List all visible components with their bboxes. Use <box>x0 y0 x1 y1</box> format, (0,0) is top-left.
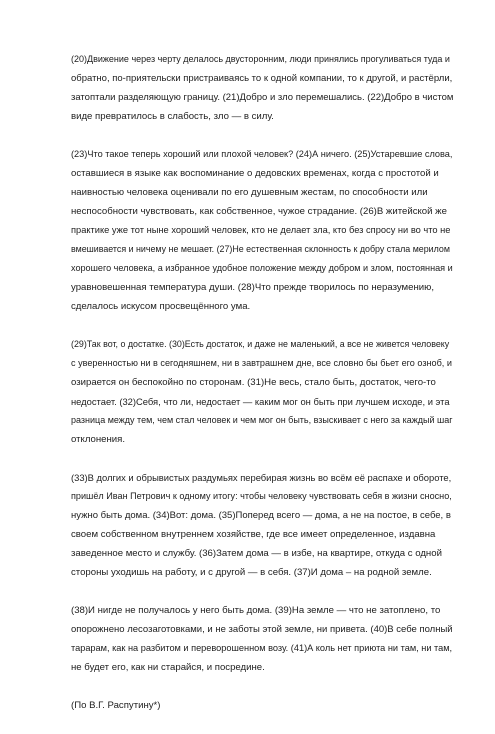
text-line: тарарам, как на разбитом и переворошенном возу. (41)А коль нет приюта ни там, ни там, <box>71 643 453 653</box>
text-line: разница между тем, чем стал человек и чем мог он быть, взыскивает с него за каждый шаг <box>71 415 453 425</box>
text-line: виде превратилось в слабость, зло — в силу. <box>71 111 274 122</box>
text-line: (29)Так вот, о достатке. (30)Есть достаток, и даже не маленький, а все не живется человеку <box>71 339 450 349</box>
paragraph-38-41 <box>71 601 453 677</box>
paragraph-23-28 <box>71 145 453 316</box>
text-line: с уверенностью ни в сегодняшнем, ни в завтрашнем дне, все словно бы бьет его озноб, и <box>71 358 452 368</box>
text-line: оставшиеся в языке как воспоминание о дедовских временах, когда с простотой и <box>71 168 439 179</box>
text-line: недостает. (32)Себя, что ли, недостает — каким мог он быть при лучшем исходе, и эта <box>71 396 450 407</box>
text-line: (20)Движение через черту делалось двусторонним, люди принялись прогуливаться туда и <box>71 54 450 64</box>
text-line: хорошего человека, а избранное удобное положение между добром и злом, постоянная и <box>71 263 453 273</box>
text-line: вмешивается и ничему не мешает. (27)Не естественная склонность к добру стала мерилом <box>71 244 450 254</box>
text-line: (38)И нигде не получалось у него быть дома. (39)На земле — что не затоплено, то <box>71 605 441 616</box>
paragraph-29-32 <box>71 335 453 449</box>
source-attribution: (По В.Г. Распутину*) <box>71 700 161 711</box>
text-line: заведенное место и службу. (36)Затем дома — в избе, на квартире, откуда с одной <box>71 548 442 559</box>
text-line: неспособности чувствовать, как собственное, чужое страдание. (26)В житейской же <box>71 206 447 217</box>
text-line: наивностью человека оценивали по его душевным жестам, по способности или <box>71 187 428 198</box>
text-line: отклонения. <box>71 434 126 445</box>
text-line: обратно, по-приятельски пристраиваясь то к одной компании, то к другой, и растёрли, <box>71 73 453 84</box>
paragraph-20-22 <box>71 50 453 126</box>
text-line: стороны уходишь на работу, и с другой — в себя. (37)И дома – на родной земле. <box>71 567 432 578</box>
text-line: уравновешенная температура души. (28)Что прежде творилось по неразумению, <box>71 282 435 293</box>
text-line: своем собственном внутреннем хозяйстве, где все имеет определенное, издавна <box>71 529 436 540</box>
document-page <box>71 50 453 734</box>
text-line: опорожнено лесозаготовками, и не заботы этой земле, ни привета. (40)В себе полный <box>71 624 453 635</box>
text-line: нужно быть дома. (34)Вот: дома. (35)Поперед всего — дома, а не на постое, в себе, в <box>71 510 451 521</box>
paragraph-33-37 <box>71 468 453 582</box>
text-line: практике уже тот ныне хороший человек, кто не делает зла, кто без спросу ни во что не <box>71 225 451 235</box>
text-line: сделалось искусом просвещённого ума. <box>71 301 251 312</box>
text-line: (23)Что такое теперь хороший или плохой человек? (24)А ничего. (25)Устаревшие слова, <box>71 149 453 159</box>
text-line: (33)В долгих и обрывистых раздумьях перебирая жизнь во всём её распахе и обороте, <box>71 472 452 483</box>
text-line: озирается он беспокойно по сторонам. (31)Не весь, стало быть, достаток, чего-то <box>71 377 436 388</box>
text-line: затоптали разделяющую границу. (21)Добро и зло перемешались. (22)Добро в чистом <box>71 92 454 103</box>
text-line: не будет его, как ни старайся, и посредине. <box>71 662 265 673</box>
text-line: пришёл Иван Петрович к одному итогу: чтобы человеку чувствовать себя в жизни сносно, <box>71 491 452 501</box>
